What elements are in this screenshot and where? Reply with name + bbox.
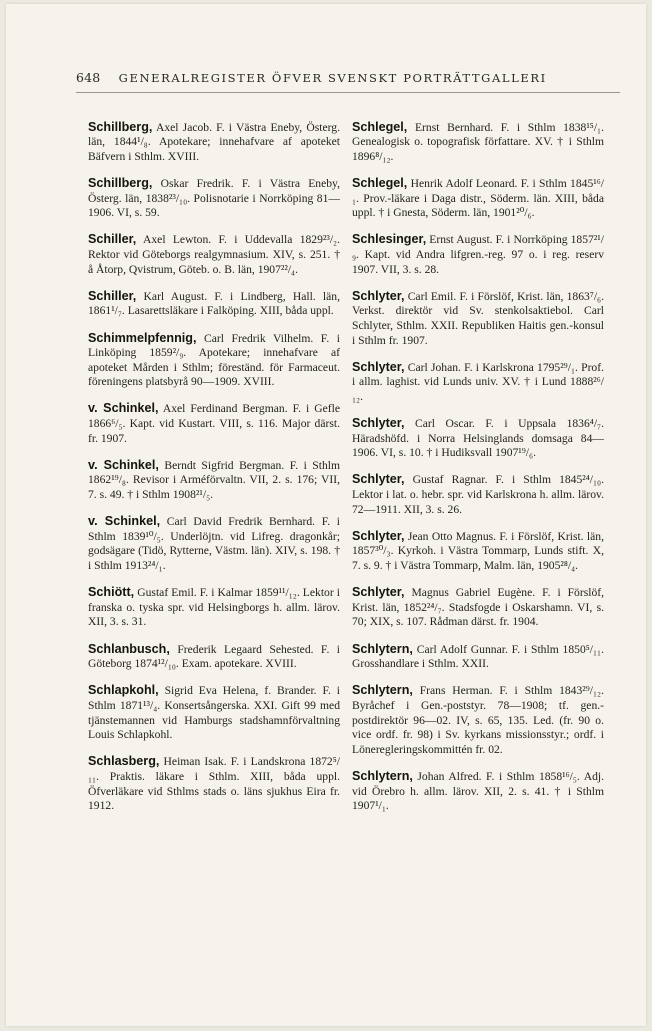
register-entry xyxy=(88,585,340,630)
entry-text: Karl August. F. i Lindberg, Hall. län, 1861¹/₇. Lasarettsläkare i Falköping. XIII, båda uppl. xyxy=(88,289,340,318)
entry-text: Axel Jacob. F. i Västra Eneby, Österg. län, 1844¹/₈. Apotekare; innehafvare af apoteket Bäfvern i Sthlm. XVIII. xyxy=(88,120,340,163)
entry-text: Sigrid Eva Helena, f. Brander. F. i Sthlm 1871¹³/₄. Konsertsångerska. XXI. Gift 99 med tjänstemannen vid Hamburgs stadshamnförvaltning Louis Schlapkohl. xyxy=(88,684,340,742)
entry-text: Berndt Sigfrid Bergman. F. i Sthlm 1862¹⁹/₈. Revisor i Arméförvaltn. VII, 2. s. 176; VII, 7. s. 49. † i Sthlm 1908²¹/₅. xyxy=(88,458,340,502)
entry-text: Oskar Fredrik. F. i Västra Eneby, Österg. län, 1838²³/₁₀. Polisnotarie i Norrköping 81—1906. VI, s. 59. xyxy=(88,176,340,220)
entry-name: Schlanbusch, xyxy=(88,641,170,656)
register-entry xyxy=(352,232,604,277)
entry-name: Schlytern, xyxy=(352,683,413,698)
running-title: GENERALREGISTER ÖFVER SVENSKT PORTRÄTTGALLERI xyxy=(118,71,547,85)
entry-text: Axel Ferdinand Bergman. F. i Gefle 1866⁶/₅. Kapt. vid Kustart. VIII, s. 116. Major därst. fr. 1907. xyxy=(88,402,340,445)
register-entry xyxy=(352,642,604,672)
entry-text: Heiman Isak. F. i Landskrona 1872⁵/₁₁. Praktis. läkare i Sthlm. XIII, båda uppl. Öfverläkare vid Sthlms stads o. läns sjukhus Eira fr. 1912. xyxy=(88,755,340,813)
register-entry xyxy=(352,683,604,757)
header-rule xyxy=(76,92,620,93)
register-entry xyxy=(88,754,340,813)
entry-name: v. Schinkel, xyxy=(88,457,159,472)
entry-name: v. Schinkel, xyxy=(88,514,161,529)
entry-name: Schlyter, xyxy=(352,416,405,431)
entry-name: Schlyter, xyxy=(352,359,405,374)
register-entry xyxy=(88,642,340,672)
page-number: 648 xyxy=(76,70,101,85)
register-entry xyxy=(352,120,604,165)
register-entry xyxy=(352,360,604,405)
register-entry xyxy=(352,289,604,348)
entry-name: Schiller, xyxy=(88,232,137,247)
entry-text: Frederik Legaard Sehested. F. i Göteborg 1874¹²/₁₀. Exam. apotekare. XVIII. xyxy=(88,642,340,671)
right-column xyxy=(352,108,604,825)
entry-name: Schlegel, xyxy=(352,119,408,134)
entry-text: Ernst Bernhard. F. i Sthlm 1838¹⁵/₁. Genealogisk o. topografisk författare. XV. † i Sthlm 1896⁸/₁₂. xyxy=(352,120,604,163)
register-entry xyxy=(88,289,340,319)
entry-text: Ernst August. F. i Norrköping 1857²¹/₉. Kapt. vid Andra lifgren.-reg. 97 o. i reg. reserv 1907. VII, 3. s. 28. xyxy=(352,233,604,276)
register-entry xyxy=(352,176,604,221)
entry-name: Schlytern, xyxy=(352,641,413,656)
register-entry xyxy=(88,331,340,390)
page-header xyxy=(76,70,616,85)
entry-text: Carl Johan. F. i Karlskrona 1795²⁹/₁. Prof. i allm. laghist. vid Lunds univ. XV. † i Lund 1888²⁶/₁₂. xyxy=(352,360,604,403)
entry-name: v. Schinkel, xyxy=(88,401,159,416)
register-entry xyxy=(352,769,604,814)
register-entry xyxy=(352,472,604,517)
entry-name: Schimmelpfennig, xyxy=(88,330,197,345)
entry-name: Schillberg, xyxy=(88,119,153,134)
register-entry xyxy=(88,232,340,277)
left-column xyxy=(88,108,340,825)
register-entry xyxy=(88,514,340,573)
entry-text: Carl Fredrik Vilhelm. F. i Linköping 1859²/₉. Apotekare; innehafvare af apoteket Mården i Sthlm; föreständ. för Farmaceut. föreningens platsbyrå 90—1909. XVIII. xyxy=(88,331,340,389)
entry-name: Schlyter, xyxy=(352,288,405,303)
entry-name: Schlesinger, xyxy=(352,232,427,247)
entry-name: Schlyter, xyxy=(352,528,405,543)
register-entry xyxy=(352,529,604,574)
entry-text: Johan Alfred. F. i Sthlm 1858¹⁶/₅. Adj. vid Örebro h. allm. lärov. XII, 2. s. 41. † i Sthlm 1907¹/₁. xyxy=(352,769,604,813)
entry-name: Schiller, xyxy=(88,288,137,303)
entry-name: Schlasberg, xyxy=(88,754,160,769)
register-entry xyxy=(352,416,604,461)
entry-text: Carl Emil. F. i Förslöf, Krist. län, 1863⁷/₆. Verkst. direktör vid Sv. stenkolsaktiebol. Carl Schlyter, Sthlm. XXII. Republiken Haitis gen.-konsul i Sthlm fr. 1907. xyxy=(352,289,604,347)
register-page xyxy=(6,4,646,1026)
entry-text: Gustaf Emil. F. i Kalmar 1859¹¹/₁₂. Lektor i franska o. tyska spr. vid Helsingborgs h. allm. lärov. XII, 3. s. 31. xyxy=(88,586,340,629)
entry-name: Schlapkohl, xyxy=(88,683,159,698)
register-entry xyxy=(88,683,340,742)
entry-text: Frans Herman. F. i Sthlm 1843²⁹/₁₂. Byråchef i Gen.-poststyr. 78—1908; tf. gen.-postdirektör 96—02. IV, s. 65, 135. Led. (fr. 90 o. vice ordf. fr. 98) i Sv. kyrkans missionsstyr.; ordf. i Löneregleringskommittén fr. 02. xyxy=(352,684,604,756)
register-entry xyxy=(88,458,340,503)
register-entry xyxy=(88,120,340,165)
entry-text: Carl David Fredrik Bernhard. F. i Sthlm 1839¹⁰/₅. Underlöjtn. vid Lifreg. dragonkår; godsägare (Tidö, Rytterne, Västm. län). XIV, s. 198. † i Sthlm 1913²⁴/₁. xyxy=(88,515,340,572)
entry-name: Schlyter, xyxy=(352,472,405,487)
register-entry xyxy=(88,176,340,221)
entry-name: Schlegel, xyxy=(352,175,408,190)
entry-name: Schlyter, xyxy=(352,585,405,600)
entry-name: Schillberg, xyxy=(88,175,153,190)
entry-text: Carl Adolf Gunnar. F. i Sthlm 1850⁵/₁₁. Grosshandlare i Sthlm. XXII. xyxy=(352,642,604,671)
entry-text: Magnus Gabriel Eugène. F. i Förslöf, Krist. län, 1852²⁴/₇. Stadsfogde i Oskarshamn. VI, s. 70; XIX, s. 107. Rådman därst. fr. 1904. xyxy=(352,586,604,629)
register-entry xyxy=(352,585,604,630)
entry-text: Gustaf Ragnar. F. i Sthlm 1845²⁴/₁₀. Lektor i lat. o. hebr. spr. vid Karlskrona h. allm. lärov. 72—1911. XII, 3. s. 26. xyxy=(352,473,604,516)
entry-text: Carl Oscar. F. i Uppsala 1836⁴/₇. Häradshöfd. i Norra Helsinglands domsaga 84—1906. VI, s. 10. † i Hudiksvall 1907¹⁹/₆. xyxy=(352,417,604,460)
entry-name: Schlytern, xyxy=(352,768,413,783)
entry-text: Axel Lewton. F. i Uddevalla 1829²³/₂. Rektor vid Göteborgs realgymnasium. XIV, s. 251. † å Åtorp, Qvistrum, Göteb. o. B. län, 1907²²/₄. xyxy=(88,233,340,276)
entry-name: Schiött, xyxy=(88,585,135,600)
entry-text: Jean Otto Magnus. F. i Förslöf, Krist. län, 1857³⁰/₃. Kyrkoh. i Västra Tommarp, Lunds stift. X, 7. s. 9. † i Västra Tommarp, Malm. län, 1905²⁸/₄. xyxy=(352,529,604,572)
entry-text: Henrik Adolf Leonard. F. i Sthlm 1845¹⁶/₁. Prov.-läkare i Daga distr., Söderm. län. XIII, båda uppl. † i Gnesta, Söderm. län, 1901²⁰/₆. xyxy=(352,176,604,220)
register-entry xyxy=(88,401,340,446)
